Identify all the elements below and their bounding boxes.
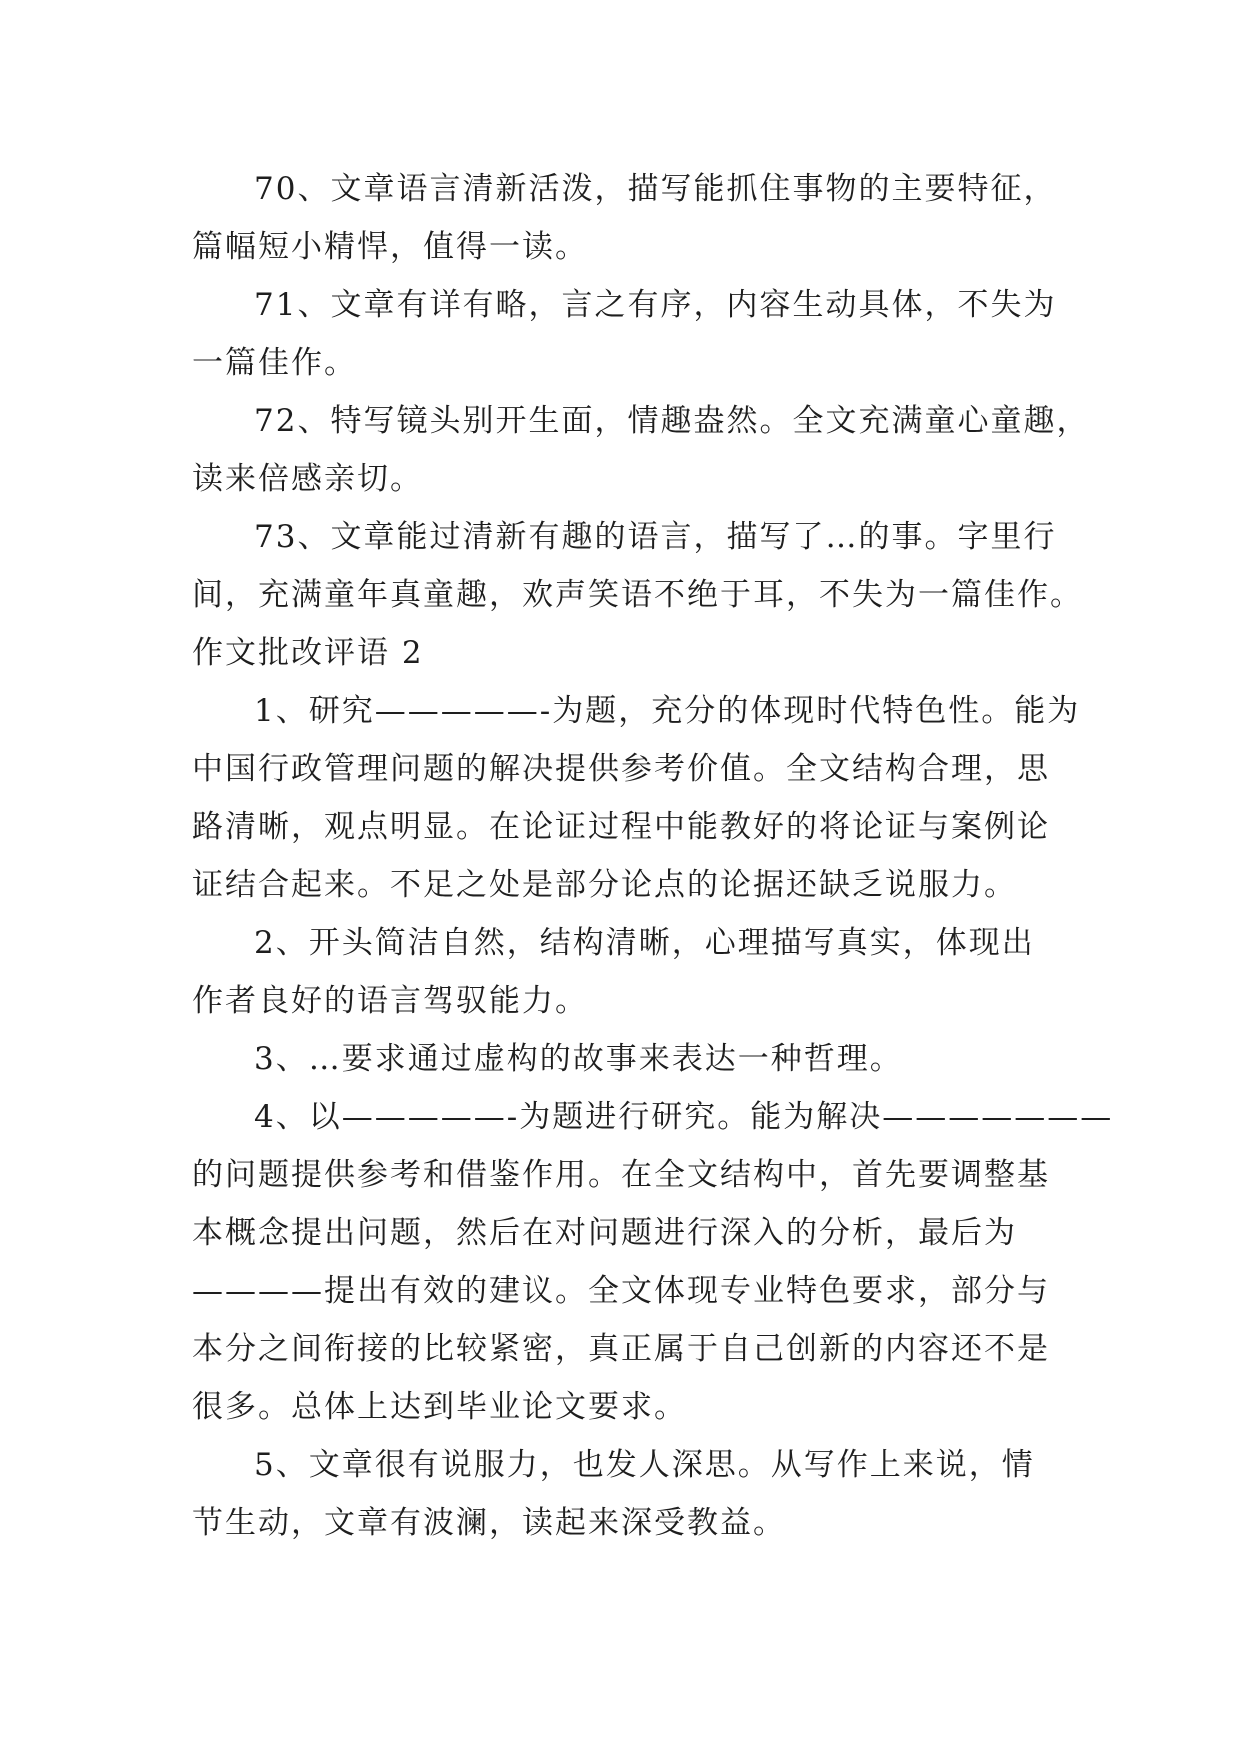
paragraph-comment-5 [192, 1436, 1052, 1552]
text-line: 2、开头简洁自然，结构清晰，心理描写真实，体现出 [254, 925, 1035, 961]
text-line: 70、文章语言清新活泼，描写能抓住事物的主要特征， [254, 171, 1057, 207]
text-line: 间，充满童年真童趣，欢声笑语不绝于耳，不失为一篇佳作。 [192, 577, 1083, 613]
text-line: 证结合起来。不足之处是部分论点的论据还缺乏说服力。 [192, 867, 1017, 903]
text-line: 71、文章有详有略，言之有序，内容生动具体，不失为 [254, 287, 1057, 323]
paragraph-71 [192, 276, 1057, 392]
text-line: 1、研究—————-为题，充分的体现时代特色性。能为 [254, 693, 1081, 729]
paragraph-72 [192, 392, 1090, 508]
text-line: ————提出有效的建议。全文体现专业特色要求，部分与 [192, 1273, 1050, 1309]
text-line: 一篇佳作。 [192, 345, 357, 381]
paragraph-70 [192, 160, 1057, 276]
paragraph-comment-3 [192, 1030, 1052, 1088]
text-line: 作者良好的语言驾驭能力。 [192, 983, 588, 1019]
text-line: 5、文章很有说服力，也发人深思。从写作上来说，情 [254, 1447, 1035, 1483]
text-line: 3、…要求通过虚构的故事来表达一种哲理。 [254, 1041, 903, 1077]
text-line: 中国行政管理问题的解决提供参考价值。全文结构合理，思 [192, 751, 1050, 787]
text-line: 72、特写镜头别开生面，情趣盎然。全文充满童心童趣， [254, 403, 1090, 439]
text-line: 很多。总体上达到毕业论文要求。 [192, 1389, 687, 1425]
paragraph-73 [192, 508, 1083, 624]
text-line: 路清晰，观点明显。在论证过程中能教好的将论证与案例论 [192, 809, 1050, 845]
section-heading [192, 624, 1052, 682]
text-line: 节生动，文章有波澜，读起来深受教益。 [192, 1505, 786, 1541]
text-line: 读来倍感亲切。 [192, 461, 423, 497]
paragraph-comment-1 [192, 682, 1081, 914]
text-line: 本分之间衔接的比较紧密，真正属于自己创新的内容还不是 [192, 1331, 1050, 1367]
text-line: 4、以—————-为题进行研究。能为解决——————— [254, 1099, 1114, 1135]
text-line: 73、文章能过清新有趣的语言，描写了…的事。字里行 [254, 519, 1057, 555]
heading-text: 作文批改评语 2 [192, 635, 424, 671]
text-line: 本概念提出问题，然后在对问题进行深入的分析，最后为 [192, 1215, 1017, 1251]
document-body [192, 160, 1114, 1552]
paragraph-comment-4 [192, 1088, 1114, 1436]
paragraph-comment-2 [192, 914, 1052, 1030]
text-line: 篇幅短小精悍，值得一读。 [192, 229, 588, 265]
text-line: 的问题提供参考和借鉴作用。在全文结构中，首先要调整基 [192, 1157, 1050, 1193]
